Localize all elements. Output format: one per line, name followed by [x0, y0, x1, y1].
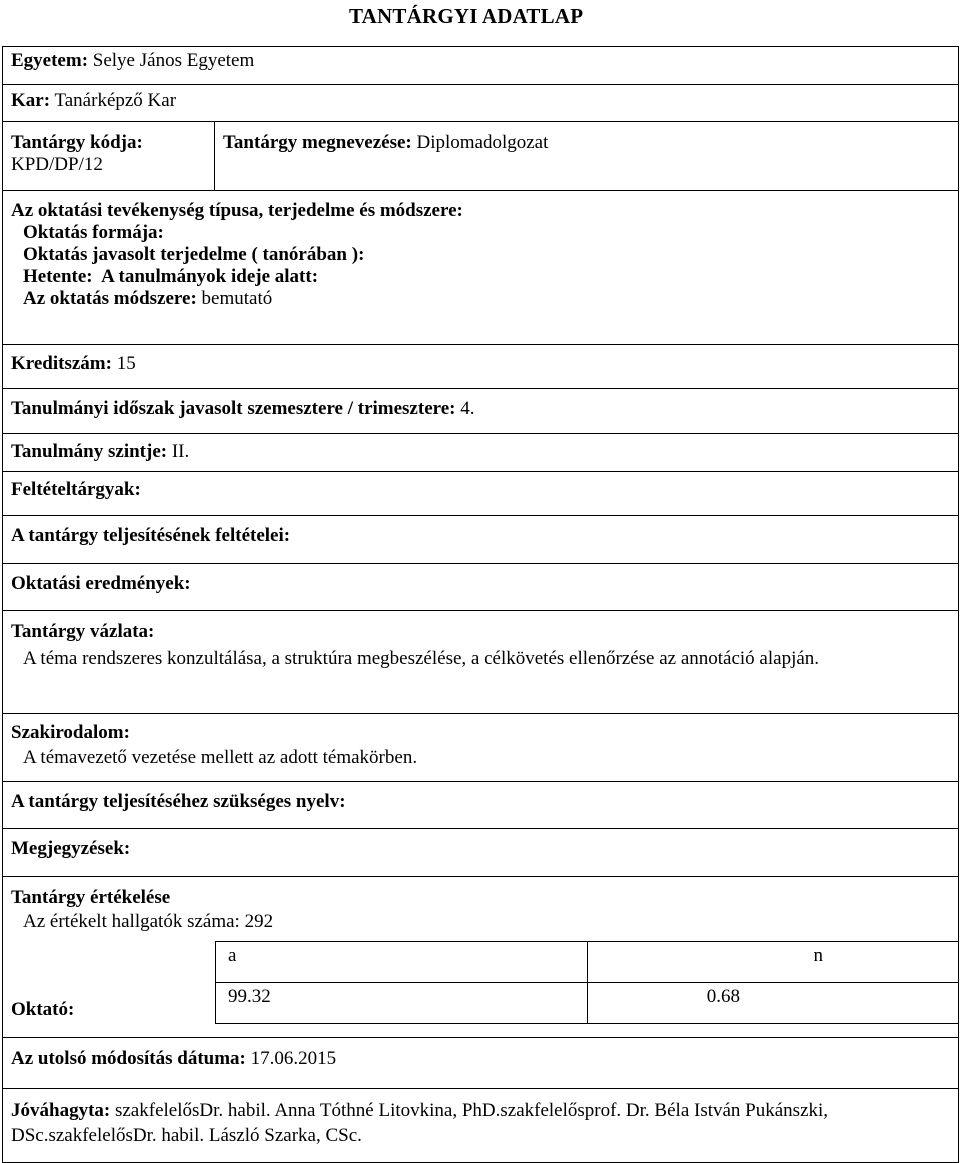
- semester-label: Tanulmányi időszak javasolt szemesztere / trimesztere:: [11, 398, 456, 419]
- page-title: TANTÁRGYI ADATLAP: [349, 4, 584, 28]
- last-modified-row: [3, 1038, 959, 1089]
- evaluation-label: Tantárgy értékelése: [11, 887, 171, 908]
- completion-label: A tantárgy teljesítésének feltételei:: [11, 525, 291, 546]
- course-name-value: Diplomadolgozat: [416, 132, 549, 153]
- grade-header-row: [216, 942, 959, 983]
- teaching-method-label: Az oktatás módszere:: [23, 288, 197, 309]
- language-row: [3, 782, 959, 829]
- literature-row: [3, 714, 959, 782]
- outcomes-label: Oktatási eredmények:: [11, 573, 191, 594]
- university-label: Egyetem:: [11, 50, 89, 71]
- approved-value: szakfelelősDr. habil. Anna Tóthné Litovkina, PhD.szakfelelősprof. Dr. Béla István Pukánszki, DSc.szakfelelősDr. habil. László Szarka, CSc.: [11, 1100, 829, 1146]
- university-value: Selye János Egyetem: [92, 50, 255, 71]
- notes-row: [3, 829, 959, 877]
- approved-label: Jóváhagyta:: [11, 1100, 111, 1121]
- grade-a-header: a: [216, 942, 588, 983]
- teaching-period-label: A tanulmányok ideje alatt:: [101, 266, 319, 287]
- grade-a-percent: 99.32: [216, 983, 588, 1024]
- course-code-row: [3, 122, 959, 191]
- outline-label: Tantárgy vázlata:: [11, 621, 155, 642]
- grade-percent-row: [216, 983, 959, 1024]
- course-datasheet-table: [2, 46, 959, 1163]
- last-modified-value: 17.06.2015: [250, 1048, 337, 1069]
- outline-text: A téma rendszeres konzultálása, a struktúra megbeszélése, a célkövetés ellenőrzése az annotáció alapján.: [23, 648, 820, 669]
- teaching-form-label: Oktatás formája:: [23, 222, 164, 243]
- grade-n-percent: 0.68: [587, 983, 959, 1024]
- faculty-row: [3, 85, 959, 122]
- notes-label: Megjegyzések:: [11, 838, 131, 859]
- teaching-row: [3, 191, 959, 345]
- level-value: II.: [171, 441, 190, 462]
- prerequisites-row: [3, 472, 959, 516]
- lecturer-label: Oktató:: [11, 999, 75, 1020]
- teaching-heading: Az oktatási tevékenység típusa, terjedelme és módszere:: [11, 200, 463, 221]
- language-label: A tantárgy teljesítéséhez szükséges nyelv:: [11, 791, 346, 812]
- university-row: [3, 47, 959, 85]
- outline-row: [3, 611, 959, 714]
- level-label: Tanulmány szintje:: [11, 441, 168, 462]
- course-name-label: Tantárgy megnevezése:: [223, 132, 412, 153]
- literature-text: A témavezető vezetése mellett az adott témakörben.: [23, 747, 418, 768]
- teaching-scope-label: Oktatás javasolt terjedelme ( tanórában ):: [23, 244, 365, 265]
- level-row: [3, 434, 959, 472]
- semester-row: [3, 389, 959, 434]
- course-code-label: Tantárgy kódja:: [11, 132, 143, 153]
- approved-row: [3, 1089, 959, 1163]
- faculty-value: Tanárképző Kar: [54, 90, 177, 111]
- credits-value: 15: [116, 353, 136, 374]
- prerequisites-label: Feltételtárgyak:: [11, 479, 141, 500]
- evaluation-count: Az értékelt hallgatók száma: 292: [23, 911, 274, 932]
- last-modified-label: Az utolsó módosítás dátuma:: [11, 1048, 246, 1069]
- faculty-label: Kar:: [11, 90, 51, 111]
- evaluation-block: [3, 877, 958, 1037]
- grade-n-header: n: [587, 942, 959, 983]
- evaluation-row: [3, 877, 959, 1038]
- credits-row: [3, 345, 959, 389]
- teaching-weekly-row: [11, 266, 950, 288]
- outcomes-row: [3, 564, 959, 611]
- grade-table: [215, 941, 959, 1024]
- literature-label: Szakirodalom:: [11, 722, 130, 743]
- teaching-method-value: bemutató: [201, 288, 273, 309]
- teaching-method-row: [11, 288, 950, 310]
- credits-label: Kreditszám:: [11, 353, 112, 374]
- teaching-weekly-label: Hetente:: [23, 266, 93, 287]
- course-code-value: KPD/DP/12: [11, 154, 103, 175]
- completion-row: [3, 516, 959, 564]
- semester-value: 4.: [460, 398, 475, 419]
